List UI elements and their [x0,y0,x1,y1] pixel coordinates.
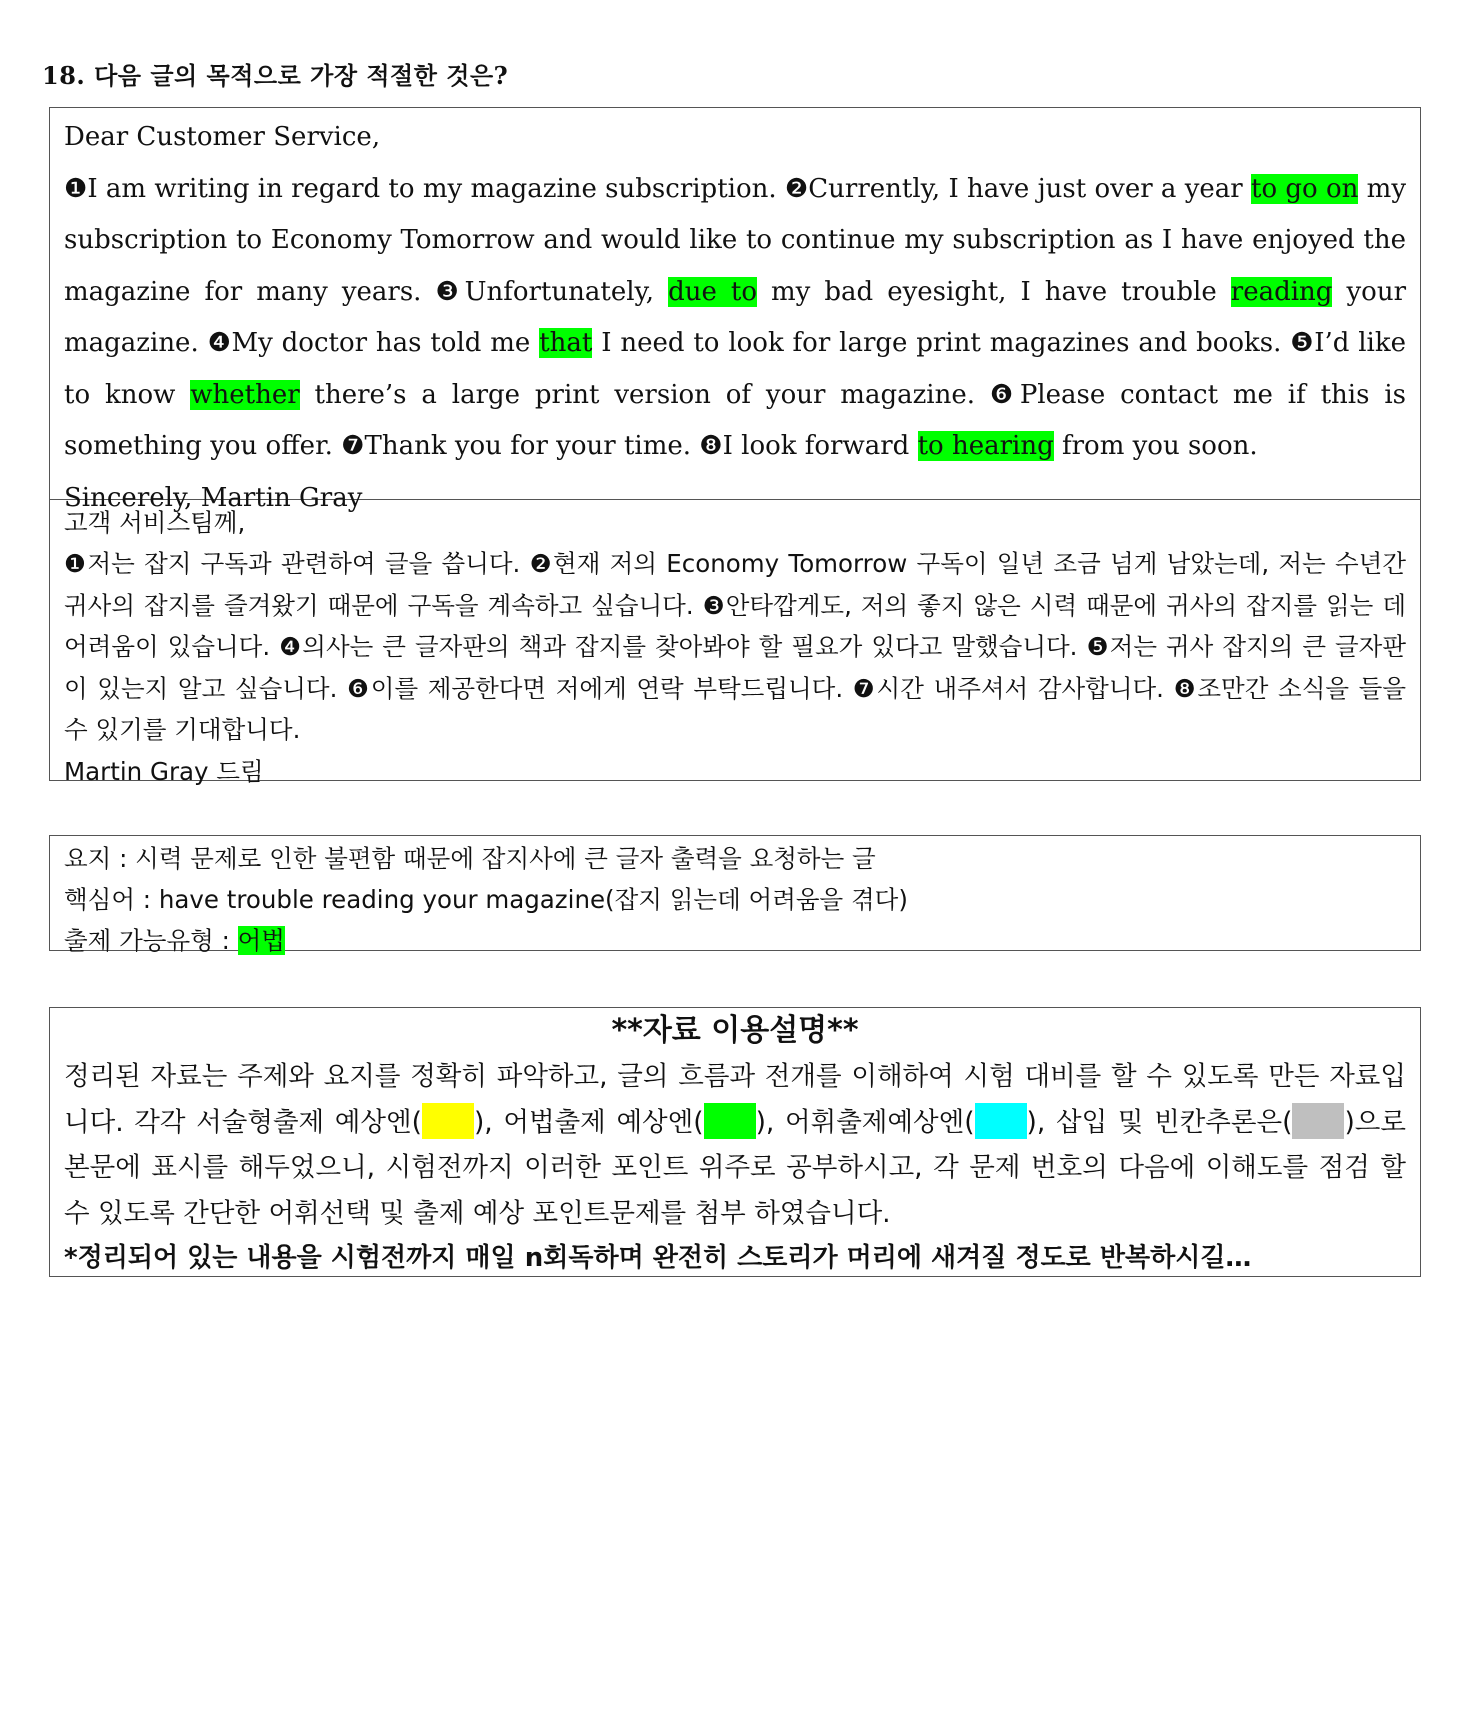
sentence-number: ❶ [64,173,88,204]
type-text: 어법 [237,926,285,955]
keyword-text: have trouble reading your magazine(잡지 읽는데 어려움을 겪다) [158,885,908,914]
guide-text-2: ), 어법출제 예상엔( [473,1106,704,1138]
question-title: 18. 다음 글의 목적으로 가장 적절한 것은? [42,61,509,90]
guide-title: **자료 이용설명** [611,1013,859,1048]
closing-en: Sincerely, Martin Gray [64,482,363,513]
highlighted-phrase: reading [1230,276,1333,307]
passage-text: from you soon. [1053,431,1258,461]
korean-translation-box [49,500,1421,786]
keyword-row [64,879,1406,920]
guide-bold-note: *정리되어 있는 내용을 시험전까지 매일 n회독하며 완전히 스토리가 머리에 새겨질 정도로 반복하시길… [64,1243,1252,1273]
passage-text: I’d like to know [64,328,1406,410]
gray-swatch [1292,1103,1344,1139]
type-label: 출제 가능유형 : [64,926,238,955]
sentence-number: ❺ [1290,328,1315,358]
summary-box [49,835,1421,955]
guide-text-5: )으로 본문에 표시를 해두었으니, 시험전까지 이러한 포인트 위주로 공부하시고, 각 문제 번호의 다음에 이해도를 점검 할 수 있도록 간단한 어휘선택 및 출제 예상 포인트문제를 첨부 하였습니다. [64,1106,1406,1229]
sentence-number: ❽ [699,431,723,461]
guide-text-3: ), 어휘출제예상엔( [755,1106,975,1138]
passage-text: my bad eyesight, I have trouble [756,276,1231,307]
green-swatch [704,1103,756,1139]
highlighted-phrase: to hearing [917,431,1054,461]
english-passage-box [49,107,1421,513]
guide-text-4: ), 삽입 및 빈칸추론은( [1026,1106,1293,1138]
passage-text: Currently, I have just over a year [808,173,1252,204]
sentence-number: ❻ [989,379,1020,410]
passage-text: your magazine. [64,276,1407,358]
gist-text: 시력 문제로 인한 불편함 때문에 잡지사에 큰 글자 출력을 요청하는 글 [135,844,876,873]
highlighted-phrase: to go on [1251,173,1359,204]
korean-translation-body: ❶저는 잡지 구독과 관련하여 글을 씁니다. ❷현재 저의 Economy Tomorrow 구독이 일년 조금 넘게 남았는데, 저는 수년간 귀사의 잡지를 즐겨왔기 때문에 구독을 계속하고 싶습니다. ❸안타깝게도, 저의 좋지 않은 시력 때문에 귀사의 잡지를 읽는 데 어려움이 있습니다. ❹의사는 큰 글자판의 책과 잡지를 찾아봐야 할 필요가 있다고 말했습니다. ❺저는 귀사 잡지의 큰 글자판이 있는지 알고 싶습니다. ❻이를 제공한다면 저에게 연락 부탁드립니다. ❼시간 내주셔서 감사합니다. ❽조만간 소식을 들을 수 있기를 기대합니다. [64,549,1406,744]
passage-text: there’s a large print version of your magazine. [299,379,990,410]
sentence-number: ❼ [341,431,365,461]
passage-text: Please contact me if this is something you offer. [64,379,1406,461]
greeting-ko: 고객 서비스팀께, [64,508,246,537]
yellow-swatch [422,1103,474,1139]
highlighted-phrase: due to [668,276,757,307]
usage-guide-box [49,1007,1421,1277]
passage-text: Unfortunately, [464,276,669,307]
sentence-number: ❸ [435,276,465,307]
keyword-label: 핵심어 : [64,885,159,914]
passage-text: my subscription to Economy Tomorrow and would like to continue my subscription as I have enjoyed the magazine for many years. [64,173,1407,307]
type-row [64,920,1406,961]
cyan-swatch [975,1103,1027,1139]
english-passage-body [64,164,1406,473]
passage-text: Thank you for your time. [364,431,700,461]
highlighted-phrase: whether [190,379,300,410]
passage-text: I am writing in regard to my magazine subscription. [87,173,785,204]
passage-text: I need to look for large print magazines and books. [592,328,1291,358]
guide-text-1: 정리된 자료는 주제와 요지를 정확히 파악하고, 글의 흐름과 전개를 이해하여 시험 대비를 할 수 있도록 만든 자료입니다. 각각 서술형출제 예상엔( [64,1061,1406,1138]
sentence-number: ❷ [784,173,809,204]
closing-ko: Martin Gray 드림 [64,756,264,786]
sentence-number: ❹ [207,328,232,358]
greeting-en: Dear Customer Service, [64,122,381,152]
passage-text: I look forward [722,431,918,461]
gist-row [64,838,1406,879]
highlighted-phrase: that [539,328,593,358]
passage-text: My doctor has told me [231,328,540,358]
guide-text [64,1054,1406,1236]
gist-label: 요지 : [64,844,136,873]
